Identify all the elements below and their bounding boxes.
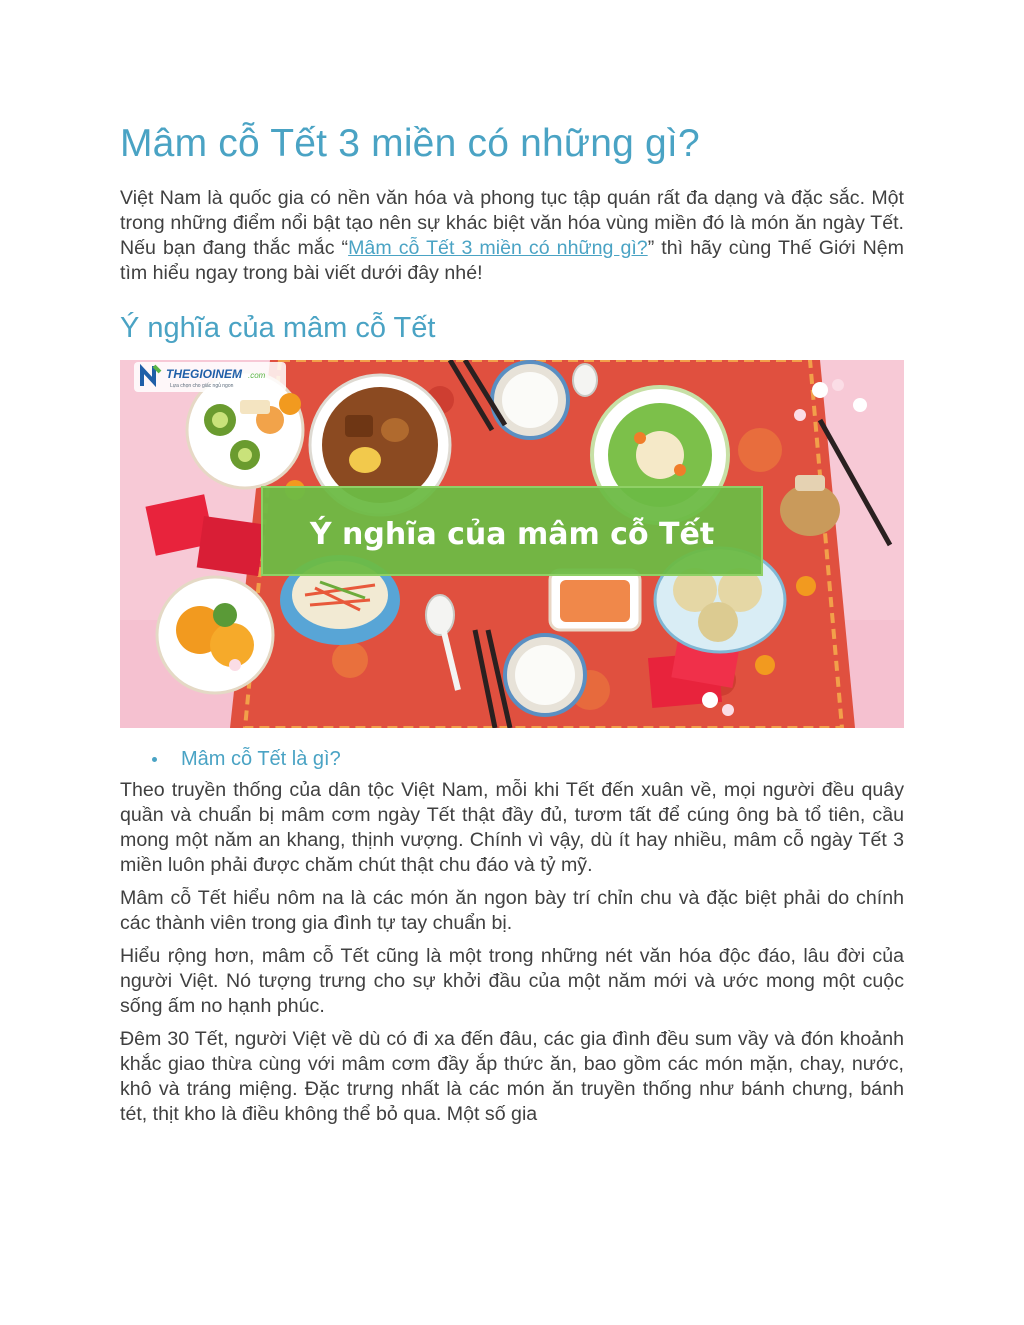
body-paragraph-3: Hiểu rộng hơn, mâm cỗ Tết cũng là một trong những nét văn hóa độc đáo, lâu đời của người Việt. Nó tượng trưng cho sự khởi đầu của một năm mới và ước mong một cuộc sống ấm no hạnh phúc.	[120, 945, 904, 1017]
bullet-dot	[152, 757, 157, 762]
body-paragraph-4: Đêm 30 Tết, người Việt về dù có đi xa đến đâu, các gia đình đều sum vầy và đón khoảnh khắc giao thừa cùng với mâm cơm đầy ắp thức ăn, bao gồm các món mặn, chay, nước, khô và tráng miệng. Đặc trưng nhất là các món ăn truyền thống như bánh chưng, bánh tét, thịt kho là điều không thể bỏ qua. Một số gia	[120, 1028, 904, 1125]
section-heading: Ý nghĩa của mâm cỗ Tết	[120, 312, 436, 344]
tet-feast-illustration	[120, 360, 904, 728]
bullet-item	[120, 744, 904, 774]
svg-text:THEGIOINEM: THEGIOINEM	[166, 367, 243, 381]
thegioinem-logo	[134, 362, 286, 392]
body-paragraph-1: Theo truyền thống của dân tộc Việt Nam, mỗi khi Tết đến xuân về, mọi người đều quây quần và chuẩn bị mâm cơm ngày Tết thật đầy đủ, tươm tất để cúng ông bà tổ tiên, cầu mong một năm an khang, thịnh vượng. Chính vì vậy, dù ít hay nhiều, mâm cỗ ngày Tết 3 miền luôn phải được chăm chút thật chu đáo và tỷ mỹ.	[120, 779, 904, 876]
document-page	[120, 118, 904, 1127]
svg-text:.com: .com	[248, 371, 266, 380]
intro-text-start: Việt Nam là quốc gia có nền văn hóa và phong tục tập quán rất đa dạng và đặc sắc. Một trong những điểm nổi bật tạo nên sự khác biệt văn hóa vùng miền đó là món ăn ngày Tết. Nếu bạn đang thắc mắc “	[120, 187, 904, 259]
page-title: Mâm cỗ Tết 3 miền có những gì?	[120, 122, 700, 165]
body-paragraph-2: Mâm cỗ Tết hiểu nôm na là các món ăn ngon bày trí chỉn chu và đặc biệt phải do chính các thành viên trong gia đình tự tay chuẩn bị.	[120, 887, 904, 934]
svg-text:Lựa chọn cho giấc ngủ ngon: Lựa chọn cho giấc ngủ ngon	[170, 383, 234, 389]
intro-text-end: ” thì hãy cùng Thế Giới Nệm tìm hiểu ngay trong bài viết dưới đây nhé!	[120, 237, 904, 284]
banner-text: Ý nghĩa của mâm cỗ Tết	[309, 517, 715, 552]
bullet-label: Mâm cỗ Tết là gì?	[181, 748, 341, 770]
hero-image	[120, 360, 904, 728]
article-link[interactable]: Mâm cỗ Tết 3 miền có những gì?	[348, 237, 648, 259]
intro-paragraph	[120, 186, 904, 286]
